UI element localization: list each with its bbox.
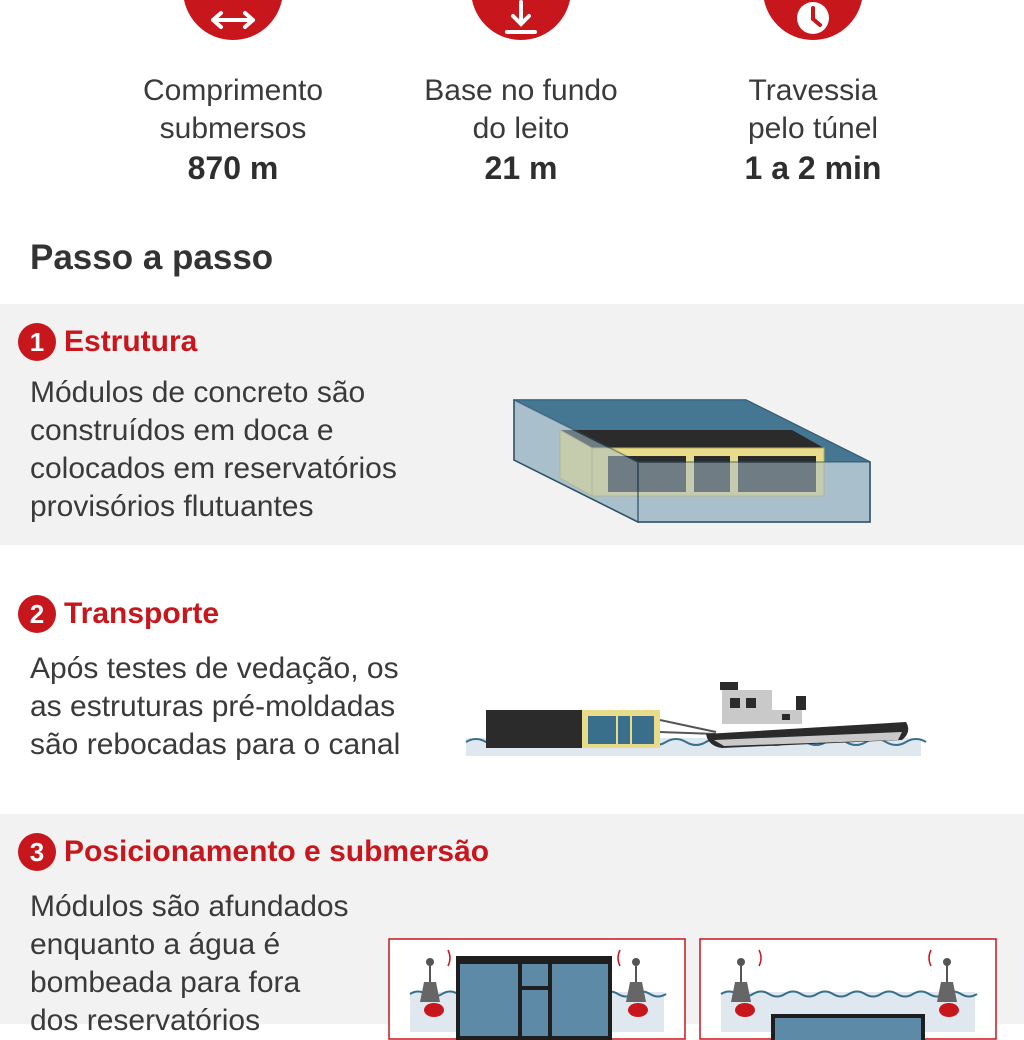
step-title: Posicionamento e submersão: [64, 835, 490, 868]
tugboat-towing-illustration: [466, 676, 921, 762]
step-1-header: [18, 322, 197, 362]
step-number-badge: 3: [18, 833, 56, 871]
double-arrow-icon: [183, 0, 283, 40]
stat-value: 21 m: [484, 150, 558, 186]
floating-reservoir-illustration: [510, 396, 875, 526]
step-number-badge: 1: [18, 323, 56, 361]
stat-label: Travessia pelo túnel: [747, 74, 879, 145]
submersion-stage-2-illustration: [699, 938, 997, 1024]
step-1-panel: [0, 304, 1024, 545]
stat-value: 1 a 2 min: [744, 150, 882, 186]
download-icon: [471, 0, 571, 40]
section-title: Passo a passo: [30, 238, 274, 277]
clock-icon: [763, 0, 863, 40]
step-description: Após testes de vedação, os as estruturas pré-moldadas são rebocadas para o canal: [30, 652, 401, 761]
step-number-badge: 2: [18, 595, 56, 633]
submersion-stage-1-illustration: [388, 938, 686, 1024]
stat-label: Base no fundo do leito: [424, 74, 618, 145]
stat-value: 870 m: [187, 150, 279, 186]
step-3-header: [18, 832, 489, 872]
step-title: Transporte: [64, 597, 220, 630]
step-description: Módulos são afundados enquanto a água é bombeada para fora dos reservatórios: [30, 890, 349, 1037]
step-title: Estrutura: [64, 325, 198, 358]
step-2-header: [18, 594, 219, 634]
stat-label: Comprimento submersos: [142, 74, 324, 145]
step-description: Módulos de concreto são construídos em doca e colocados em reservatórios provisórios flutuantes: [30, 376, 397, 523]
step-3-panel: [0, 814, 1024, 1037]
